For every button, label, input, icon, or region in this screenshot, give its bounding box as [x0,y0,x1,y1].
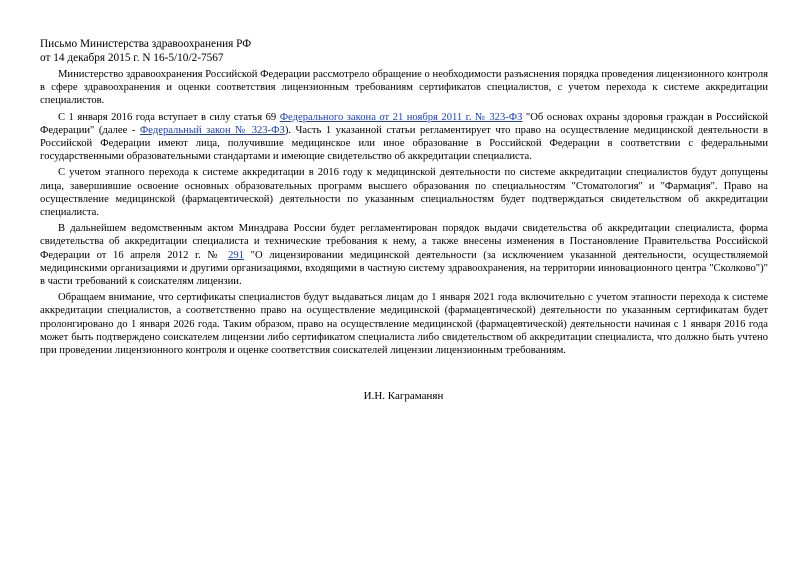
paragraph-3: С учетом этапного перехода к системе аккредитации в 2016 году к медицинской деятельности по системе аккредитации специалистов будут допущены лица, завершившие освоение основных образовательных программ высшего образования по специальностям "Стоматология" и "Фармация". Право на осуществление медицинской (фармацевтической) деятельности по указанным специальностям будет подтверждаться свидетельством об аккредитации специалиста. [40,167,768,219]
paragraph-1: Министерство здравоохранения Российской Федерации рассмотрело обращение о необходимости разъяснения порядка проведения лицензионного контроля в сфере здравоохранения и оценки соответствия лицензионным требованиям сертификатов специалистов, с учетом перехода к системе аккредитации специалистов. [40,69,768,107]
paragraph-5: Обращаем внимание, что сертификаты специалистов будут выдаваться лицам до 1 января 2021 года включительно с учетом этапности перехода к системе аккредитации специалистов, а соответственно право на осуществление медицинской (фармацевтической) деятельности по указанным сертификатам будет пролонгировано до 1 января 2026 года. Таким образом, право на осуществление медицинской (фармацевтической) деятельности начиная с 1 января 2016 года может быть подтверждено соискателем лицензии либо сертификатом специалиста либо свидетельством об аккредитации специалиста, что должно быть учтено при проведении лицензионного контроля и оценке соответствия соискателей лицензии лицензионным требованиям. [40,292,768,357]
paragraph-2-text-a: С 1 января 2016 года вступает в силу статья 69 [58,111,280,123]
paragraph-2-text-c: ). Часть 1 указанной статьи регламентирует что право на осуществление медицинской деятельности в Российской Федерации имеют лица, получившие медицинское или иное образование в Российской Федерации в соответствии с федеральными государственными образовательными стандартами и имеющие свидетельство об аккредитации специалиста. [40,124,768,163]
resolution-291-link[interactable]: 291 [228,249,245,261]
signature: И.Н. Каграманян [363,390,444,402]
paragraph-4 [40,222,768,288]
paragraph-4-text-a: В дальнейшем ведомственным актом Минздрава России будет регламентирован порядок выдачи свидетельства об аккредитации специалиста, форма свидетельства об аккредитации специалиста и технические требования к нему, а также внесены изменения в Постановление Правительства Российской Федерации от 16 апреля 2012 г. № [40,223,768,261]
paragraph-4-text-b: "О лицензировании медицинской деятельности (за исключением указанной деятельности, осуществляемой медицинскими организациями и другими организациями, входящими в частную систему здравоохранения, на территории инновационного центра "Сколково")" в части требований к соискателям лицензии. [40,249,768,288]
letter-body [40,68,768,360]
paragraph-2-text-b: "Об основах охраны здоровья граждан в Российской Федерации" (далее - [40,111,768,136]
paragraph-2 [40,111,768,164]
federal-law-link[interactable]: Федерального закона от 21 ноября 2011 г. № 323-ФЗ [279,111,523,123]
letter-date: от 14 декабря 2015 г. N 16-5/10/2-7567 [40,51,224,64]
letter-heading [40,38,251,65]
letter-title: Письмо Министерства здравоохранения РФ [40,38,252,50]
federal-law-short-link[interactable]: Федеральный закон № 323-ФЗ [139,124,285,136]
